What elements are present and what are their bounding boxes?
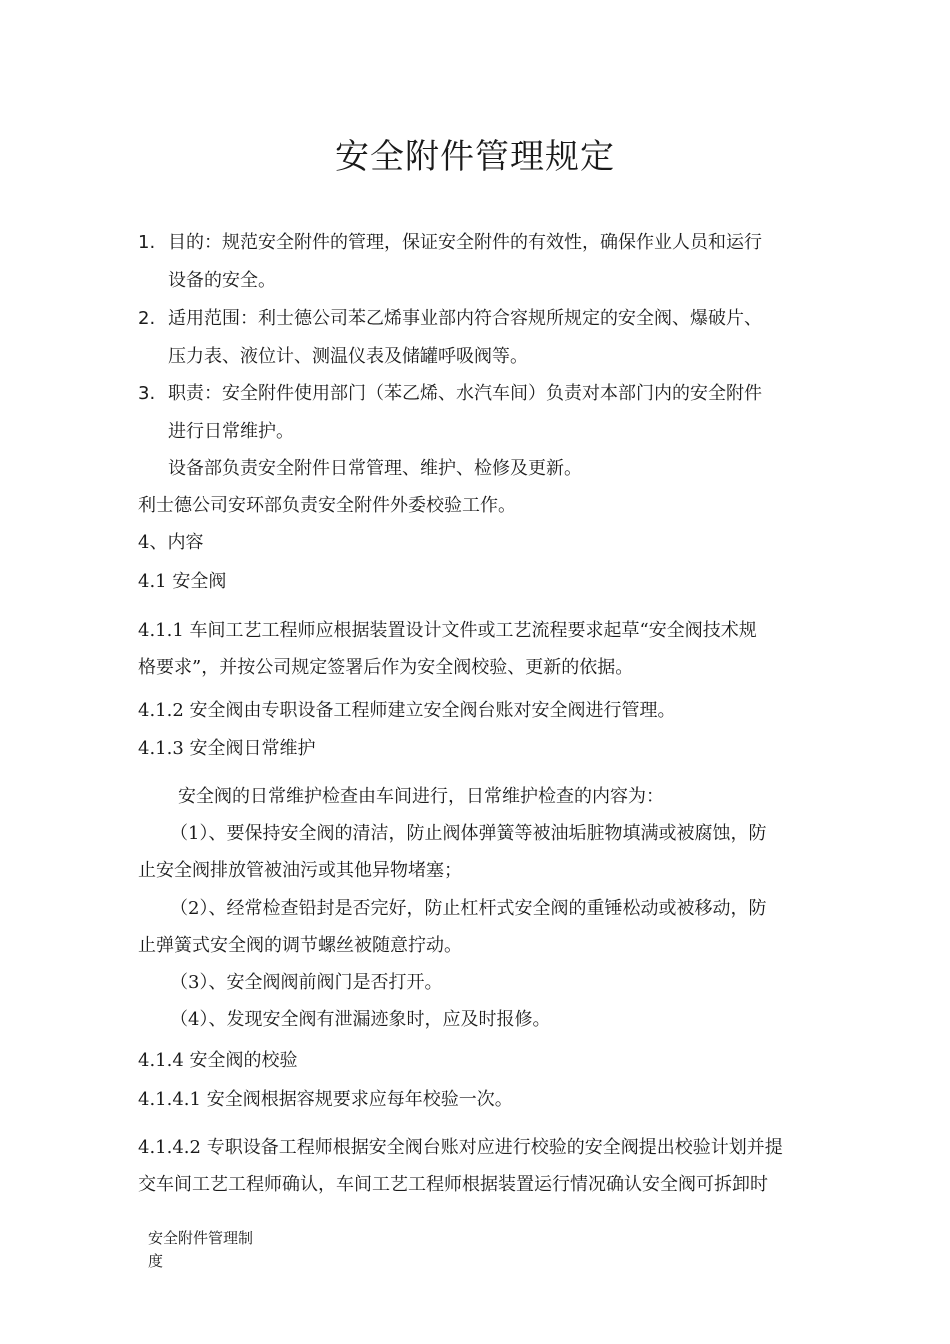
maintenance-item-2-line-2: 止弹簧式安全阀的调节螺丝被随意拧动。 [138,935,462,956]
section-4-1-3-heading: 4.1.3 安全阀日常维护 [138,738,316,759]
item-1-number: 1. [138,232,156,253]
maintenance-item-1-line-1: （1）、要保持安全阀的清洁，防止阀体弹簧等被油垢脏物填满或被腐蚀，防 [170,823,767,844]
item-3-line-3: 设备部负责安全附件日常管理、维护、检修及更新。 [168,458,582,479]
maintenance-item-1-line-2: 止安全阀排放管被油污或其他异物堵塞； [138,860,462,881]
footer-line-2: 度 [148,1252,164,1270]
para-4-1-1-line-1: 4.1.1 车间工艺工程师应根据装置设计文件或工艺流程要求起草“安全阀技术规 [138,620,757,641]
item-3-number: 3. [138,383,156,404]
maintenance-item-2-line-1: （2）、经常检查铅封是否完好，防止杠杆式安全阀的重锤松动或被移动，防 [170,898,767,919]
item-3-line-1: 职责：安全附件使用部门（苯乙烯、水汽车间）负责对本部门内的安全附件 [168,383,762,404]
item-1-line-1: 目的：规范安全附件的管理，保证安全附件的有效性，确保作业人员和运行 [168,232,762,253]
para-4-1-4-1: 4.1.4.1 安全阀根据容规要求应每年校验一次。 [138,1089,513,1110]
para-4-1-4-2-line-1: 4.1.4.2 专职设备工程师根据安全阀台账对应进行校验的安全阀提出校验计划并提 [138,1137,783,1158]
item-2-number: 2. [138,308,156,329]
item-1-line-2: 设备的安全。 [168,270,276,291]
document-title: 安全附件管理规定 [335,137,615,177]
page-footer [148,1227,253,1273]
maintenance-item-3: （3）、安全阀阀前阀门是否打开。 [170,972,443,993]
footer-line-1: 安全附件管理制 [148,1229,254,1247]
para-4-1-1-line-2: 格要求”，并按公司规定签署后作为安全阀校验、更新的依据。 [138,657,634,678]
para-4-1-2: 4.1.2 安全阀由专职设备工程师建立安全阀台账对安全阀进行管理。 [138,700,676,721]
maintenance-item-4: （4）、发现安全阀有泄漏迹象时，应及时报修。 [170,1009,551,1030]
maintenance-intro: 安全阀的日常维护检查由车间进行，日常维护检查的内容为： [178,786,664,807]
item-2-line-2: 压力表、液位计、测温仪表及储罐呼吸阀等。 [168,346,528,367]
item-2-line-1: 适用范围：利士德公司苯乙烯事业部内符合容规所规定的安全阀、爆破片、 [168,308,762,329]
item-3-line-2: 进行日常维护。 [168,421,294,442]
section-4-heading: 4、内容 [138,532,204,553]
item-3-line-4: 利士德公司安环部负责安全附件外委校验工作。 [138,495,516,516]
section-4-1-heading: 4.1 安全阀 [138,571,227,592]
para-4-1-4-2-line-2: 交车间工艺工程师确认，车间工艺工程师根据装置运行情况确认安全阀可拆卸时 [138,1174,768,1195]
section-4-1-4-heading: 4.1.4 安全阀的校验 [138,1050,298,1071]
